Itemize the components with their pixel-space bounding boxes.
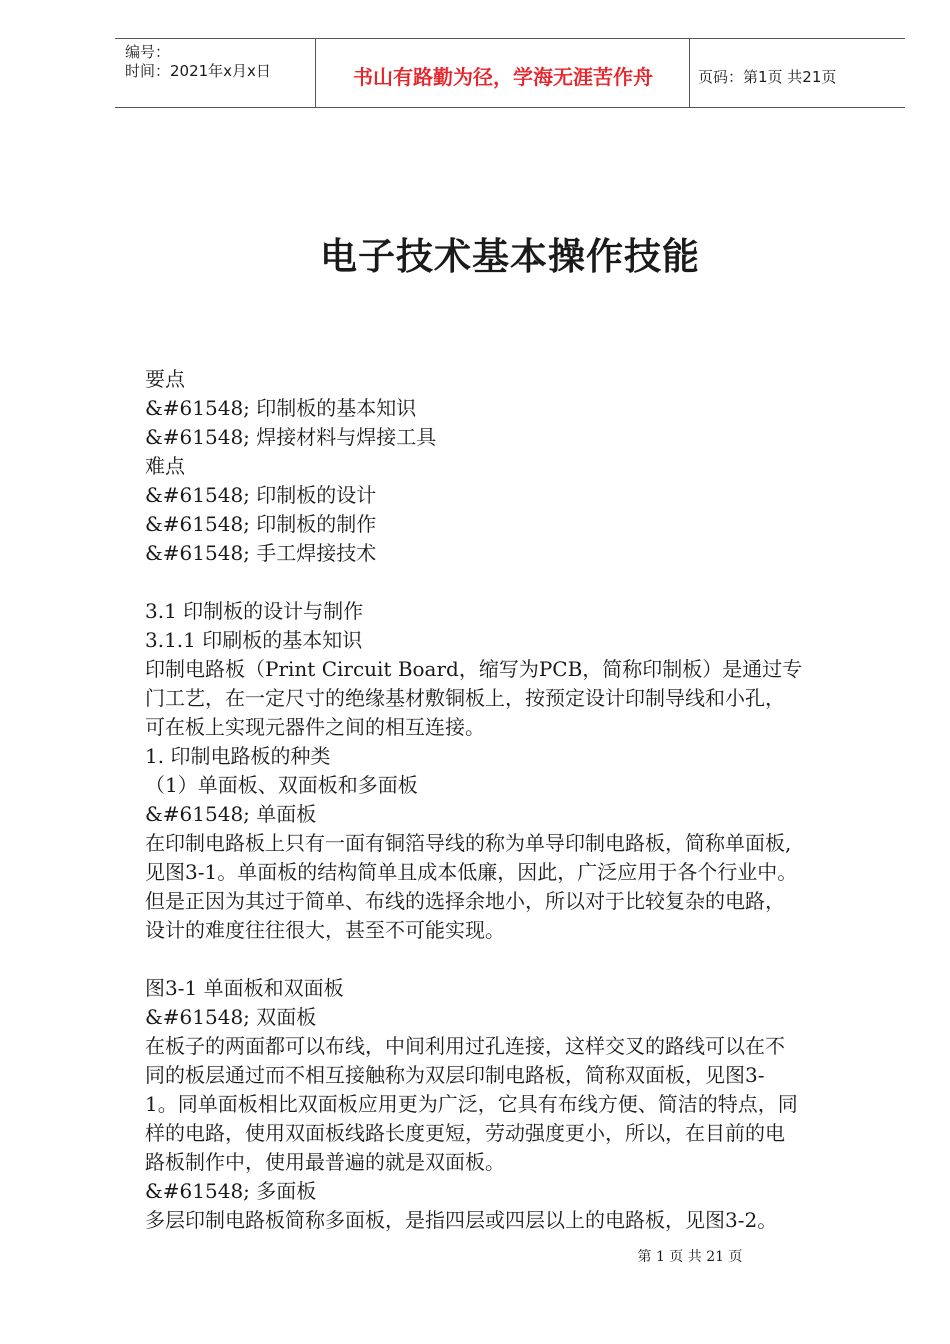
list-item: &#61548; 多面板 (145, 1179, 317, 1203)
paragraph-line: 样的电路，使用双面板线路长度更短，劳动强度更小，所以，在目前的电 (145, 1121, 785, 1145)
key-points-heading: 要点 (145, 367, 185, 391)
section-heading: 3.1 印制板的设计与制作 (145, 599, 364, 623)
header-meta (125, 43, 271, 81)
header-page-info: 页码：第1页 共21页 (698, 68, 837, 86)
paragraph-line: 多层印制电路板简称多面板，是指四层或四层以上的电路板，见图3-2。 (145, 1208, 778, 1232)
header-divider-right (689, 39, 690, 107)
paragraph-line: 可在板上实现元器件之间的相互连接。 (145, 715, 485, 739)
paragraph-line: 在印制电路板上只有一面有铜箔导线的称为单导印制电路板，简称单面板, (145, 831, 792, 855)
document-title: 电子技术基本操作技能 (320, 234, 700, 278)
page-footer: 第 1 页 共 21 页 (637, 1249, 743, 1265)
numbered-subheading: （1）单面板、双面板和多面板 (145, 773, 418, 797)
header-motto: 书山有路勤为径，学海无涯苦作舟 (353, 65, 653, 89)
paragraph-line: 见图3-1。单面板的结构简单且成本低廉，因此，广泛应用于各个行业中。 (145, 860, 798, 884)
list-item: &#61548; 印制板的设计 (145, 483, 377, 507)
header-divider-left (315, 39, 316, 107)
blank-line (145, 568, 880, 597)
blank-line (145, 945, 880, 974)
paragraph-line: 设计的难度往往很大，甚至不可能实现。 (145, 918, 505, 942)
list-item: &#61548; 焊接材料与焊接工具 (145, 425, 437, 449)
page-header (115, 38, 905, 108)
time-label: 时间：2021年x月x日 (125, 62, 271, 80)
paragraph-line: 同的板层通过而不相互接触称为双层印制电路板，简称双面板，见图3- (145, 1063, 765, 1087)
paragraph-line: 印制电路板（Print Circuit Board，缩写为PCB，简称印制板）是通过专 (145, 657, 803, 681)
numbered-heading: 1. 印制电路板的种类 (145, 744, 331, 768)
list-item: &#61548; 手工焊接技术 (145, 541, 377, 565)
difficulties-heading: 难点 (145, 454, 185, 478)
document-body (145, 365, 880, 1235)
paragraph-line: 在板子的两面都可以布线，中间利用过孔连接，这样交叉的路线可以在不 (145, 1034, 785, 1058)
paragraph-single-sided (145, 829, 880, 945)
subsection-heading: 3.1.1 印刷板的基本知识 (145, 628, 363, 652)
list-item: &#61548; 单面板 (145, 802, 317, 826)
paragraph-pcb-intro (145, 655, 880, 742)
paragraph-double-sided (145, 1032, 880, 1177)
figure-caption: 图3-1 单面板和双面板 (145, 976, 344, 1000)
paragraph-line: 1。同单面板相比双面板应用更为广泛，它具有布线方便、简洁的特点，同 (145, 1092, 798, 1116)
paragraph-line: 门工艺，在一定尺寸的绝缘基材敷铜板上，按预定设计印制导线和小孔， (145, 686, 785, 710)
paragraph-multilayer (145, 1206, 880, 1235)
list-item: &#61548; 印制板的制作 (145, 512, 377, 536)
paragraph-line: 但是正因为其过于简单、布线的选择余地小，所以对于比较复杂的电路， (145, 889, 785, 913)
list-item: &#61548; 印制板的基本知识 (145, 396, 417, 420)
paragraph-line: 路板制作中，使用最普遍的就是双面板。 (145, 1150, 505, 1174)
number-label: 编号： (125, 43, 171, 61)
list-item: &#61548; 双面板 (145, 1005, 317, 1029)
